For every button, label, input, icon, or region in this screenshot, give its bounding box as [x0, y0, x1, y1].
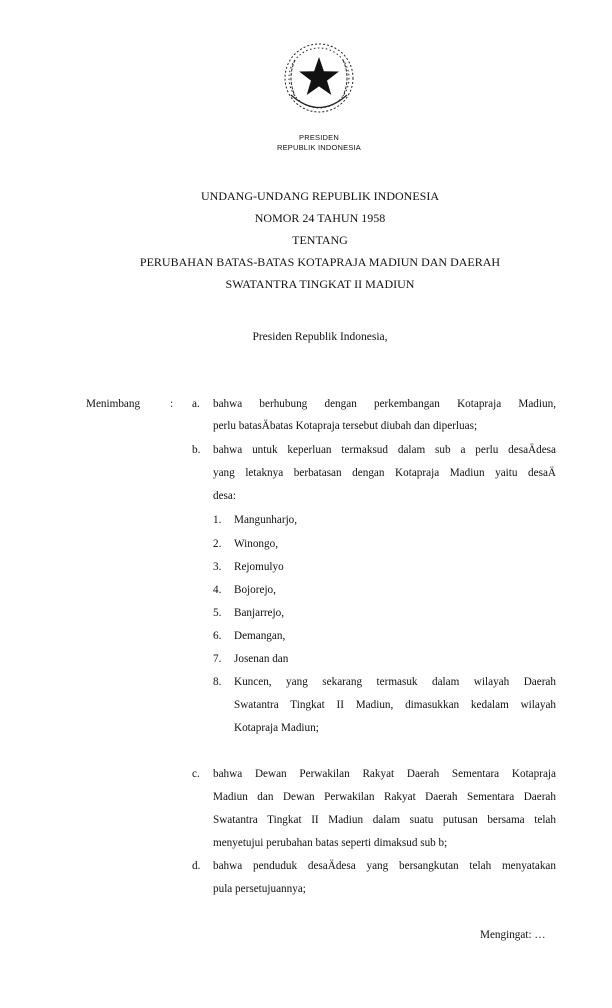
title-line-4: PERUBAHAN BATAS-BATAS KOTAPRAJA MADIUN DAN DAERAH — [139, 255, 501, 269]
item-c-line-1: bahwa Dewan Perwakilan Rakyat Daerah Sementara Kotapraja — [213, 768, 556, 780]
list-item: Bojorejo, — [234, 584, 276, 596]
item-c-line-2: Madiun dan Dewan Perwakilan Rakyat Daerah Sementara Daerah — [213, 791, 556, 803]
item-b-line-1: bahwa untuk keperluan termaksud dalam sub a perlu desaÄdesa — [213, 444, 556, 456]
title-line-5: SWATANTRA TINGKAT II MADIUN — [225, 277, 415, 291]
menimbang-label: Menimbang — [86, 398, 141, 410]
item-8-line-3: Kotapraja Madiun; — [234, 722, 319, 734]
item-b-line-2: yang letaknya berbatasan dengan Kotapraja Madiun yaitu desaÄ — [213, 467, 556, 479]
item-c-line-4: menyetujui perubahan batas seperti dimaksud sub b; — [213, 837, 448, 849]
preamble: Presiden Republik Indonesia, — [252, 331, 388, 343]
item-b-marker: b. — [192, 444, 201, 456]
presiden-label: PRESIDEN — [299, 133, 339, 142]
item-d-marker: d. — [192, 860, 201, 872]
item-8-line-2: Swatantra Tingkat II Madiun, dimasukkan kedalam wilayah — [234, 699, 556, 711]
list-item: Winongo, — [234, 538, 278, 550]
republik-label: REPUBLIK INDONESIA — [276, 143, 362, 152]
list-item-number: 1. — [213, 514, 222, 526]
list-item: Mangunharjo, — [234, 514, 298, 526]
list-item-number: 3. — [213, 561, 222, 573]
item-a-marker: a. — [192, 398, 200, 410]
list-item-number: 8. — [213, 676, 222, 688]
list-item-number: 2. — [213, 538, 222, 550]
list-item-number: 6. — [213, 630, 222, 642]
item-8-line-1: Kuncen, yang sekarang termasuk dalam wilayah Daerah — [234, 676, 556, 688]
list-item-number: 5. — [213, 607, 222, 619]
list-item: Rejomulyo — [234, 561, 284, 573]
title-line-3: TENTANG — [292, 233, 348, 247]
item-b-line-3: desa: — [213, 490, 236, 502]
list-item-number: 4. — [213, 584, 222, 596]
item-a-line-2: perlu batasÄbatas Kotapraja tersebut diubah dan diperluas; — [213, 420, 478, 432]
title-line-2: NOMOR 24 TAHUN 1958 — [254, 211, 386, 225]
item-d-line-2: pula persetujuannya; — [213, 883, 306, 895]
star-wreath-emblem — [281, 40, 357, 126]
list-item: Demangan, — [234, 630, 286, 642]
item-c-line-3: Swatantra Tingkat II Madiun dalam suatu putusan bersama telah — [213, 814, 556, 826]
continuation-footer: Mengingat: … — [480, 929, 546, 941]
list-item: Josenan dan — [234, 653, 289, 665]
list-item: Banjarrejo, — [234, 607, 285, 619]
menimbang-colon: : — [170, 398, 174, 410]
item-d-line-1: bahwa penduduk desaÄdesa yang bersangkutan telah menyatakan — [213, 860, 556, 872]
list-item-number: 7. — [213, 653, 222, 665]
item-c-marker: c. — [192, 768, 200, 780]
item-a-line-1: bahwa berhubung dengan perkembangan Kotapraja Madiun, — [213, 398, 556, 410]
title-line-1: UNDANG-UNDANG REPUBLIK INDONESIA — [201, 189, 439, 203]
